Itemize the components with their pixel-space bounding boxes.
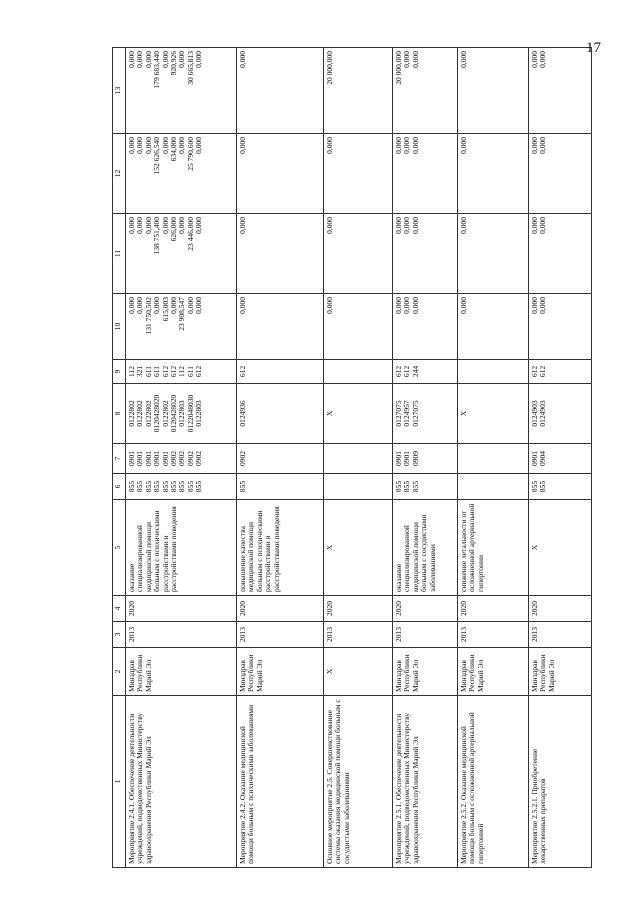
end-year: 2020 bbox=[126, 596, 237, 622]
amount-2016-value: 0,000 bbox=[402, 51, 412, 68]
csr-code-value: 0122802 bbox=[143, 400, 153, 427]
rzpr-code-value: 0901 bbox=[394, 451, 403, 466]
vr-code-value: 612 bbox=[394, 365, 403, 378]
amount-2016-value: 0,000 bbox=[160, 51, 170, 68]
amount-2015-value: 0,000 bbox=[160, 137, 170, 154]
vr-code-value: 612 bbox=[160, 365, 170, 378]
vr-code bbox=[529, 360, 592, 384]
grbs-code-value: 855 bbox=[238, 480, 247, 493]
start-year: 2013 bbox=[458, 622, 529, 648]
rzpr-code-value: 0902 bbox=[177, 451, 187, 466]
end-year: 2020 bbox=[393, 596, 458, 622]
vr-code-value: 611 bbox=[152, 366, 162, 377]
csr-code-value: X bbox=[459, 410, 468, 417]
amount-2013 bbox=[237, 294, 324, 360]
amount-2015-value: 0,000 bbox=[410, 137, 420, 154]
amount-2014-value: 138 751,400 bbox=[152, 217, 162, 255]
csr-code-value: 0127075 bbox=[394, 400, 403, 427]
amount-2014-value: 0,000 bbox=[538, 217, 548, 234]
amount-2015-value: 0,000 bbox=[394, 137, 403, 154]
grbs-code bbox=[324, 474, 393, 500]
amount-2013-value: 0,000 bbox=[238, 297, 247, 314]
rzpr-code-value: 0902 bbox=[185, 451, 195, 466]
amount-2014-value: 0,000 bbox=[459, 217, 468, 234]
amount-2013-value: 0,000 bbox=[459, 297, 468, 314]
amount-2013-value: 0,000 bbox=[394, 297, 403, 314]
grbs-code-value: 855 bbox=[394, 480, 403, 493]
grbs-code-value: 855 bbox=[160, 480, 170, 493]
amount-2015-value: 0,000 bbox=[194, 137, 204, 154]
amount-2015-value: 0,000 bbox=[177, 137, 187, 154]
end-year: 2020 bbox=[324, 596, 393, 622]
amount-2015 bbox=[237, 134, 324, 214]
csr-code-value: 0122802 bbox=[160, 400, 170, 427]
grbs-code bbox=[529, 474, 592, 500]
amount-2015-value: 25 790,600 bbox=[185, 137, 195, 171]
executor: Минздрав Республики Марий Эл bbox=[126, 648, 237, 696]
budget-table-rotated bbox=[112, 48, 588, 868]
csr-code-value: X bbox=[325, 410, 334, 417]
amount-2016 bbox=[324, 48, 393, 134]
vr-code-value: 612 bbox=[194, 365, 204, 378]
rzpr-code bbox=[458, 444, 529, 474]
vr-code-value: 612 bbox=[530, 365, 539, 378]
amount-2016-value: 920,926 bbox=[169, 51, 179, 76]
csr-code-value: 0127075 bbox=[410, 400, 420, 427]
amount-2013-value: 131 750,502 bbox=[143, 297, 153, 335]
vr-code-value: 112 bbox=[177, 366, 187, 377]
csr-code-value: 0124936 bbox=[238, 400, 247, 427]
table-row bbox=[237, 48, 324, 868]
budget-table bbox=[112, 47, 592, 868]
amount-2015 bbox=[458, 134, 529, 214]
measure-name: Мероприятие 2.4.1. Обеспечение деятельности учреждений, подведомственных Министерству здравоохранения Республики Марий Эл bbox=[126, 696, 237, 868]
vr-code-value: 321 bbox=[135, 365, 145, 378]
executor: Минздрав Республики Марий Эл bbox=[237, 648, 324, 696]
csr-code-value: 0124903 bbox=[530, 400, 539, 427]
measure-name: Мероприятие 2.5.1. Обеспечение деятельности учреждений, подведомственных Министерству здравоохранения Республики Марий Эл bbox=[393, 696, 458, 868]
expected-result: снижение летальности от осложненной артериальной гипертонии bbox=[458, 500, 529, 596]
expected-result: повышение качества медицинской помощи больным с психическими расстройствами и расстройствами поведения bbox=[237, 500, 324, 596]
amount-2016 bbox=[393, 48, 458, 134]
amount-2016-value: 0,000 bbox=[238, 51, 247, 68]
expected-result: X bbox=[324, 500, 393, 596]
amount-2013-value: 23 908,547 bbox=[177, 297, 187, 331]
grbs-code-value: 855 bbox=[530, 480, 539, 493]
column-header-2: 2 bbox=[113, 648, 126, 696]
amount-2014-value: 0,000 bbox=[410, 217, 420, 234]
csr-code-value: 0124957 bbox=[402, 400, 412, 427]
rzpr-code-value: 0901 bbox=[143, 451, 153, 466]
csr-code-value: 0122802 bbox=[135, 400, 145, 427]
executor: Минздрав Республики Марий Эл bbox=[529, 648, 592, 696]
grbs-code-value: 855 bbox=[410, 480, 420, 493]
amount-2015-value: 0,000 bbox=[538, 137, 548, 154]
amount-2015-value: 0,000 bbox=[135, 137, 145, 154]
amount-2013-value: 0,000 bbox=[402, 297, 412, 314]
csr-code-value: 0122803 bbox=[194, 400, 204, 427]
amount-2014-value: 0,000 bbox=[143, 217, 153, 234]
csr-code-value: 0120428020 bbox=[169, 394, 179, 433]
amount-2016-value: 0,000 bbox=[177, 51, 187, 68]
grbs-code-value: 855 bbox=[152, 480, 162, 493]
amount-2015-value: 0,000 bbox=[127, 137, 136, 154]
amount-2015-value: 0,000 bbox=[459, 137, 468, 154]
vr-code-value: 611 bbox=[185, 366, 195, 377]
amount-2015 bbox=[393, 134, 458, 214]
end-year: 2020 bbox=[529, 596, 592, 622]
amount-2014 bbox=[458, 214, 529, 294]
column-header-1: 1 bbox=[113, 696, 126, 868]
start-year: 2013 bbox=[324, 622, 393, 648]
rzpr-code-value: 0901 bbox=[160, 451, 170, 466]
rzpr-code-value: 0901 bbox=[127, 451, 136, 466]
amount-2013-value: 0,000 bbox=[538, 297, 548, 314]
amount-2016-value: 0,000 bbox=[410, 51, 420, 68]
amount-2014-value: 0,000 bbox=[325, 217, 334, 234]
amount-2016-value: 30 665,813 bbox=[185, 51, 195, 85]
table-row bbox=[126, 48, 237, 868]
amount-2016-value: 179 683,440 bbox=[152, 51, 162, 89]
executor: Минздрав Республики Марий Эл bbox=[393, 648, 458, 696]
amount-2016 bbox=[529, 48, 592, 134]
vr-code-value: 611 bbox=[143, 366, 153, 377]
grbs-code-value: 855 bbox=[169, 480, 179, 493]
expected-result: оказание специализированной медицинской помощи больным с сосудистыми заболеваниями bbox=[393, 500, 458, 596]
csr-code-value: 0120428020 bbox=[152, 394, 162, 433]
table-body bbox=[126, 48, 592, 868]
amount-2014-value: 0,000 bbox=[394, 217, 403, 234]
amount-2016-value: 0,000 bbox=[135, 51, 145, 68]
vr-code-value: 244 bbox=[410, 365, 420, 378]
amount-2014-value: 0,000 bbox=[135, 217, 145, 234]
rzpr-code-value: 0902 bbox=[194, 451, 204, 466]
csr-code-value: 0122802 bbox=[127, 400, 136, 427]
rzpr-code-value: 0901 bbox=[530, 451, 539, 466]
amount-2016-value: 0,000 bbox=[143, 51, 153, 68]
rzpr-code-value: 0909 bbox=[410, 451, 420, 466]
csr-code-value: 0124903 bbox=[538, 400, 548, 427]
rzpr-code-value: 0904 bbox=[538, 451, 548, 466]
grbs-code bbox=[126, 474, 237, 500]
amount-2015-value: 634,000 bbox=[169, 137, 179, 162]
vr-code-value: 612 bbox=[238, 365, 247, 378]
amount-2015 bbox=[324, 134, 393, 214]
csr-code bbox=[458, 384, 529, 444]
amount-2014-value: 626,000 bbox=[169, 217, 179, 242]
column-header-11: 11 bbox=[113, 214, 126, 294]
table-row bbox=[324, 48, 393, 868]
expected-result: X bbox=[529, 500, 592, 596]
amount-2013 bbox=[458, 294, 529, 360]
amount-2014 bbox=[324, 214, 393, 294]
amount-2013-value: 0,000 bbox=[185, 297, 195, 314]
amount-2013 bbox=[324, 294, 393, 360]
column-header-10: 10 bbox=[113, 294, 126, 360]
amount-2013-value: 0,000 bbox=[152, 297, 162, 314]
csr-code bbox=[393, 384, 458, 444]
vr-code-value: 612 bbox=[538, 365, 548, 378]
vr-code bbox=[458, 360, 529, 384]
column-header-7: 7 bbox=[113, 444, 126, 474]
amount-2014-value: 0,000 bbox=[127, 217, 136, 234]
csr-code bbox=[237, 384, 324, 444]
vr-code-value: 112 bbox=[127, 366, 136, 377]
amount-2014-value: 0,000 bbox=[160, 217, 170, 234]
amount-2013 bbox=[529, 294, 592, 360]
amount-2016-value: 0,000 bbox=[127, 51, 136, 68]
csr-code bbox=[529, 384, 592, 444]
amount-2016 bbox=[458, 48, 529, 134]
measure-name: Мероприятие 2.5.2.1. Приобретение лекарственных препаратов bbox=[529, 696, 592, 868]
column-header-9: 9 bbox=[113, 360, 126, 384]
grbs-code bbox=[393, 474, 458, 500]
amount-2013-value: 0,000 bbox=[127, 297, 136, 314]
csr-code-value: 0122048030 bbox=[185, 394, 195, 433]
amount-2013-value: 0,000 bbox=[410, 297, 420, 314]
start-year: 2013 bbox=[237, 622, 324, 648]
column-header-3: 3 bbox=[113, 622, 126, 648]
header-row bbox=[113, 48, 126, 868]
amount-2013-value: 0,000 bbox=[325, 297, 334, 314]
csr-code-value: 0122803 bbox=[177, 400, 187, 427]
amount-2015-value: 152 626,540 bbox=[152, 137, 162, 175]
amount-2014 bbox=[237, 214, 324, 294]
column-header-13: 13 bbox=[113, 48, 126, 134]
grbs-code-value: 855 bbox=[194, 480, 204, 493]
rzpr-code-value: 0901 bbox=[402, 451, 412, 466]
rzpr-code bbox=[393, 444, 458, 474]
grbs-code-value: 855 bbox=[127, 480, 136, 493]
amount-2015 bbox=[126, 134, 237, 214]
amount-2016-value: 20 000,000 bbox=[325, 51, 334, 85]
amount-2013-value: 0,000 bbox=[194, 297, 204, 314]
amount-2014 bbox=[529, 214, 592, 294]
column-header-6: 6 bbox=[113, 474, 126, 500]
start-year: 2013 bbox=[126, 622, 237, 648]
amount-2015-value: 0,000 bbox=[402, 137, 412, 154]
amount-2014-value: 0,000 bbox=[194, 217, 204, 234]
amount-2013 bbox=[393, 294, 458, 360]
rzpr-code-value: 0901 bbox=[135, 451, 145, 466]
amount-2016 bbox=[237, 48, 324, 134]
measure-name: Мероприятие 2.5.2. Оказание медицинской помощи больным с осложненной артериальной гипертонией bbox=[458, 696, 529, 868]
amount-2013-value: 615,003 bbox=[160, 297, 170, 322]
csr-code bbox=[126, 384, 237, 444]
amount-2016-value: 20 000,000 bbox=[394, 51, 403, 85]
amount-2013-value: 0,000 bbox=[530, 297, 539, 314]
table-row bbox=[458, 48, 529, 868]
expected-result: оказание специализированной медицинской помощи больным с психическими расстройствами и расстройствами поведения bbox=[126, 500, 237, 596]
amount-2016-value: 0,000 bbox=[194, 51, 204, 68]
rzpr-code-value: 0902 bbox=[238, 451, 247, 466]
rzpr-code-value: 0902 bbox=[169, 451, 179, 466]
grbs-code-value: 855 bbox=[402, 480, 412, 493]
vr-code bbox=[393, 360, 458, 384]
amount-2014-value: 0,000 bbox=[238, 217, 247, 234]
column-header-4: 4 bbox=[113, 596, 126, 622]
page-number: 17 bbox=[586, 40, 601, 56]
grbs-code-value: 855 bbox=[538, 480, 548, 493]
amount-2015-value: 0,000 bbox=[238, 137, 247, 154]
amount-2013 bbox=[126, 294, 237, 360]
executor: X bbox=[324, 648, 393, 696]
amount-2015-value: 0,000 bbox=[530, 137, 539, 154]
csr-code bbox=[324, 384, 393, 444]
grbs-code-value: 855 bbox=[185, 480, 195, 493]
grbs-code-value: 855 bbox=[177, 480, 187, 493]
vr-code bbox=[324, 360, 393, 384]
rzpr-code bbox=[324, 444, 393, 474]
amount-2016-value: 0,000 bbox=[530, 51, 539, 68]
amount-2014-value: 0,000 bbox=[530, 217, 539, 234]
amount-2015-value: 0,000 bbox=[325, 137, 334, 154]
column-header-12: 12 bbox=[113, 134, 126, 214]
amount-2016 bbox=[126, 48, 237, 134]
vr-code-value: 612 bbox=[402, 365, 412, 378]
grbs-code bbox=[458, 474, 529, 500]
table-row bbox=[529, 48, 592, 868]
grbs-code-value: 855 bbox=[143, 480, 153, 493]
vr-code bbox=[237, 360, 324, 384]
amount-2014-value: 0,000 bbox=[402, 217, 412, 234]
grbs-code-value: 855 bbox=[135, 480, 145, 493]
amount-2015-value: 0,000 bbox=[143, 137, 153, 154]
rzpr-code bbox=[237, 444, 324, 474]
amount-2014-value: 0,000 bbox=[177, 217, 187, 234]
start-year: 2013 bbox=[393, 622, 458, 648]
executor: Минздрав Республики Марий Эл bbox=[458, 648, 529, 696]
amount-2013-value: 0,000 bbox=[169, 297, 179, 314]
grbs-code bbox=[237, 474, 324, 500]
rzpr-code bbox=[126, 444, 237, 474]
table-row bbox=[393, 48, 458, 868]
amount-2013-value: 0,000 bbox=[135, 297, 145, 314]
rzpr-code bbox=[529, 444, 592, 474]
column-header-8: 8 bbox=[113, 384, 126, 444]
start-year: 2013 bbox=[529, 622, 592, 648]
measure-name: Мероприятие 2.4.2. Оказание медицинской помощи больным с психическими заболеваниями bbox=[237, 696, 324, 868]
amount-2014 bbox=[126, 214, 237, 294]
amount-2014-value: 23 446,000 bbox=[185, 217, 195, 251]
amount-2016-value: 0,000 bbox=[459, 51, 468, 68]
amount-2015 bbox=[529, 134, 592, 214]
amount-2014 bbox=[393, 214, 458, 294]
column-header-5: 5 bbox=[113, 500, 126, 596]
amount-2016-value: 0,000 bbox=[538, 51, 548, 68]
vr-code bbox=[126, 360, 237, 384]
measure-name: Основное мероприятие 2.5. Совершенствование системы оказания медицинской помощи больным с сосудистыми заболеваниями bbox=[324, 696, 393, 868]
rzpr-code-value: 0901 bbox=[152, 451, 162, 466]
vr-code-value: 612 bbox=[169, 365, 179, 378]
end-year: 2020 bbox=[458, 596, 529, 622]
end-year: 2020 bbox=[237, 596, 324, 622]
